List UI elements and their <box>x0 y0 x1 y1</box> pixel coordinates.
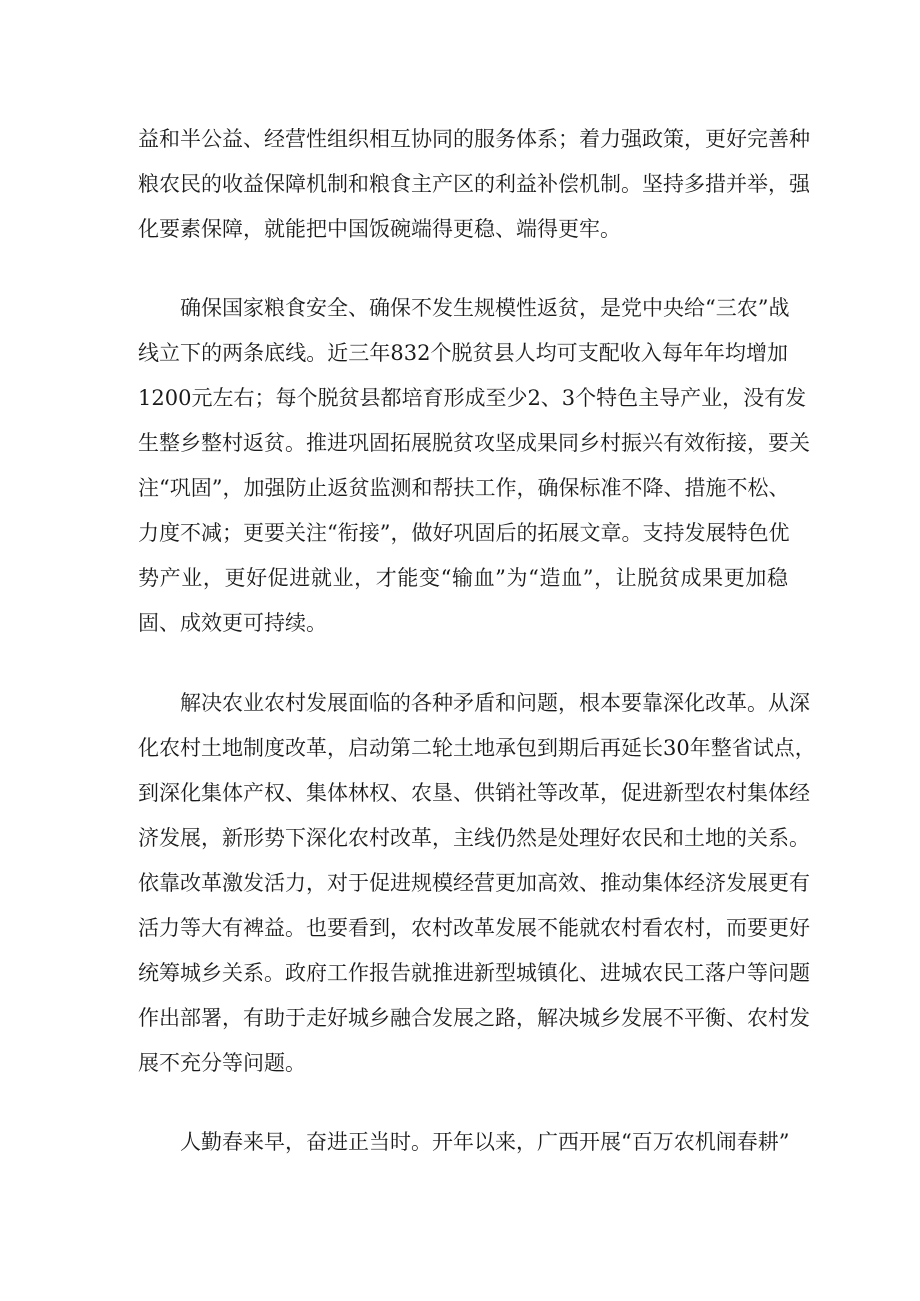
paragraph-2-line-6: 力度不减；更要关注“衔接”，做好巩固后的拓展文章。支持发展特色优 <box>138 521 790 545</box>
paragraph-3-line-1: 解决农业农村发展面临的各种矛盾和问题，根本要靠深化改革。从深 <box>180 691 810 715</box>
paragraph-2-line-3: 1200元左右；每个脱贫县都培育形成至少2、3个特色主导产业，没有发 <box>138 386 807 410</box>
paragraph-4-line-1: 人勤春来早，奋进正当时。开年以来，广西开展“百万农机闹春耕” <box>180 1130 790 1154</box>
paragraph-2-line-8: 固、成效更可持续。 <box>138 611 327 635</box>
paragraph-2-line-1: 确保国家粮食安全、确保不发生规模性返贫，是党中央给“三农”战 <box>180 296 790 320</box>
paragraph-3-line-5: 依靠改革激发活力，对于促进规模经营更加高效、推动集体经济发展更有 <box>138 871 810 895</box>
paragraph-3-line-7: 统筹城乡关系。政府工作报告就推进新型城镇化、进城农民工落户等问题 <box>138 961 810 985</box>
paragraph-2-line-4: 生整乡整村返贫。推进巩固拓展脱贫攻坚成果同乡村振兴有效衔接，要关 <box>138 431 810 455</box>
paragraph-3-line-9: 展不充分等问题。 <box>138 1051 306 1075</box>
paragraph-2-line-5: 注“巩固”，加强防止返贫监测和帮扶工作，确保标准不降、措施不松、 <box>138 476 790 500</box>
paragraph-3-line-8: 作出部署，有助于走好城乡融合发展之路，解决城乡发展不平衡、农村发 <box>138 1006 810 1030</box>
paragraph-3-line-3: 到深化集体产权、集体林权、农垦、供销社等改革，促进新型农村集体经 <box>138 781 810 805</box>
paragraph-3-line-4: 济发展，新形势下深化农村改革，主线仍然是处理好农民和土地的关系。 <box>138 826 810 850</box>
paragraph-1-line-2: 粮农民的收益保障机制和粮食主产区的利益补偿机制。坚持多措并举，强 <box>138 172 810 196</box>
paragraph-2-line-2: 线立下的两条底线。近三年832个脱贫县人均可支配收入每年年均增加 <box>138 341 788 365</box>
paragraph-1-line-1: 益和半公益、经营性组织相互协同的服务体系；着力强政策，更好完善种 <box>138 127 810 151</box>
paragraph-2-line-7: 势产业，更好促进就业，才能变“输血”为“造血”，让脱贫成果更加稳 <box>138 566 788 590</box>
paragraph-1-line-3: 化要素保障，就能把中国饭碗端得更稳、端得更牢。 <box>138 217 621 241</box>
paragraph-3-line-2: 化农村土地制度改革，启动第二轮土地承包到期后再延长30年整省试点， <box>138 736 816 760</box>
paragraph-3-line-6: 活力等大有裨益。也要看到，农村改革发展不能就农村看农村，而要更好 <box>138 916 810 940</box>
